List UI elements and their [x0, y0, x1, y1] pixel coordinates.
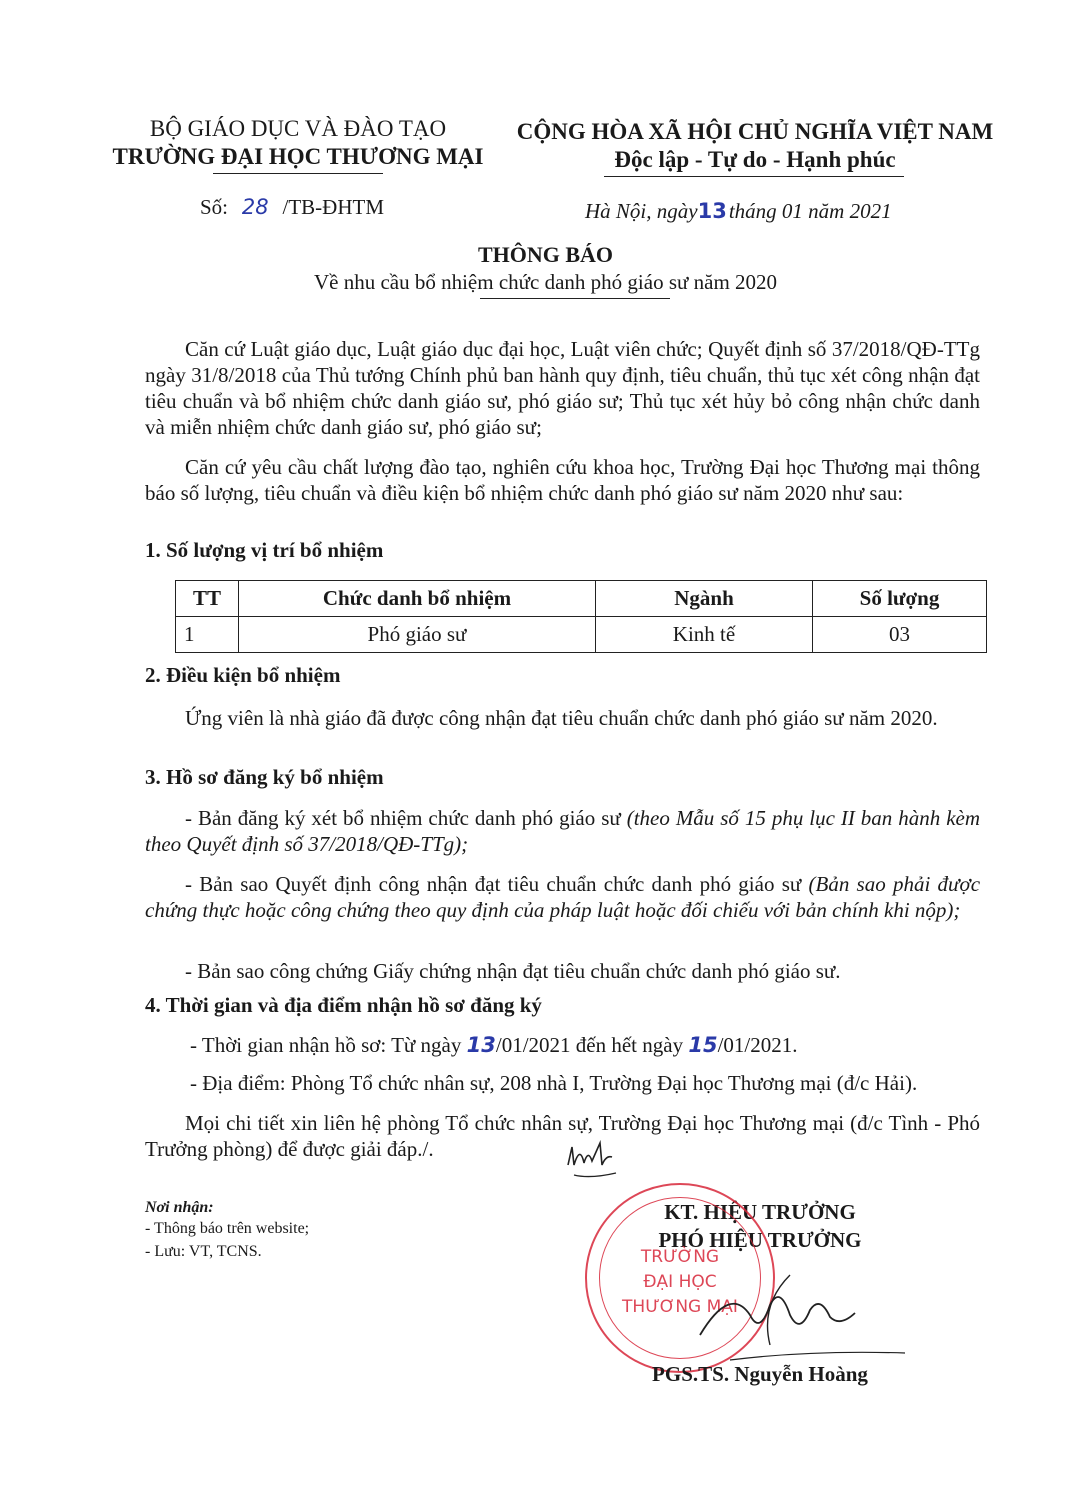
number-handwritten: 28 — [241, 195, 269, 219]
table-cell: 03 — [813, 617, 987, 653]
section-4-place: - Địa điểm: Phòng Tổ chức nhân sự, 208 nhà I, Trường Đại học Thương mại (đ/c Hải). — [190, 1071, 918, 1095]
section-2-heading: 2. Điều kiện bổ nhiệm — [145, 663, 341, 687]
motto: Độc lập - Tự do - Hạnh phúc — [614, 147, 896, 172]
table-header-cell: TT — [176, 581, 239, 617]
time-text-a: - Thời gian nhận hồ sơ: Từ ngày — [190, 1033, 462, 1057]
table-header-cell: Chức danh bổ nhiệm — [239, 581, 596, 617]
closing-paragraph: Mọi chi tiết xin liên hệ phòng Tổ chức nhân sự, Trường Đại học Thương mại (đ/c Tình - Phó Trưởng phòng) để được giải đáp./. — [145, 1111, 980, 1161]
time-end-day-handwritten: 15 — [688, 1033, 718, 1057]
document-subtitle: Về nhu cầu bổ nhiệm chức danh phó giáo sư năm 2020 — [313, 270, 778, 294]
school-underline — [213, 173, 383, 174]
item-2-note: (Bản sao phải được chứng thực hoặc công chứng theo quy định của pháp luật hoặc đối chiếu với bản chính khi nộp); — [145, 872, 981, 922]
signature-title-2: PHÓ HIỆU TRƯỞNG — [658, 1228, 862, 1252]
stamp-line-1: TRƯỜNG — [640, 1247, 720, 1267]
document-title: THÔNG BÁO — [477, 242, 614, 267]
table-header-row — [176, 581, 987, 617]
date-suffix: tháng 01 năm 2021 — [728, 199, 892, 223]
time-start-day-handwritten: 13 — [466, 1033, 496, 1057]
signer-name: PGS.TS. Nguyễn Hoàng — [652, 1362, 868, 1386]
table-header-cell: Ngành — [596, 581, 813, 617]
stamp-line-2: ĐẠI HỌC — [643, 1272, 717, 1292]
section-3-item-1 — [145, 805, 980, 857]
section-4-heading: 4. Thời gian và địa điểm nhận hồ sơ đăng ký — [145, 993, 542, 1017]
document-date — [585, 199, 892, 224]
positions-table — [175, 580, 987, 653]
section-3-item-3: - Bản sao công chứng Giấy chứng nhận đạt tiêu chuẩn chức danh phó giáo sư. — [185, 959, 841, 983]
motto-underline — [604, 176, 904, 177]
signature-title-1: KT. HIỆU TRƯỞNG — [664, 1200, 856, 1224]
preamble-paragraph-2: Căn cứ yêu cầu chất lượng đào tạo, nghiên cứu khoa học, Trường Đại học Thương mại thông báo số lượng, tiêu chuẩn và điều kiện bổ nhiệm chức danh phó giáo sư năm 2020 như sau: — [145, 455, 980, 505]
section-2-text: Ứng viên là nhà giáo đã được công nhận đạt tiêu chuẩn chức danh phó giáo sư năm 2020. — [185, 706, 938, 730]
item-1-note: (theo Mẫu số 15 phụ lục II ban hành kèm theo Quyết định số 37/2018/QĐ-TTg); — [145, 806, 981, 856]
section-3-item-2 — [145, 871, 980, 923]
date-day-handwritten: 13 — [697, 199, 727, 223]
number-prefix: Số: — [200, 195, 229, 219]
ministry-name: BỘ GIÁO DỤC VÀ ĐÀO TẠO — [149, 116, 447, 141]
item-1-text: - Bản đăng ký xét bổ nhiệm chức danh phó giáo sư — [185, 806, 621, 830]
time-text-c: /01/2021. — [717, 1033, 798, 1057]
section-3-heading: 3. Hồ sơ đăng ký bổ nhiệm — [145, 765, 384, 789]
section-1-heading: 1. Số lượng vị trí bổ nhiệm — [145, 538, 384, 562]
section-4-time — [190, 1032, 980, 1058]
country-name: CỘNG HÒA XÃ HỘI CHỦ NGHĨA VIỆT NAM — [516, 119, 994, 144]
initials-scribble — [560, 1135, 630, 1185]
preamble-paragraph-1: Căn cứ Luật giáo dục, Luật giáo dục đại học, Luật viên chức; Quyết định số 37/2018/QĐ-TTg ngày 31/8/2018 của Thủ tướng Chính phủ ban hành quy định, tiêu chuẩn, thủ tục xét công nhận đạt tiêu chuẩn và bổ nhiệm chức danh giáo sư, phó giáo sư; Thủ tục xét hủy bỏ công nhận chức danh và miễn nhiệm chức danh giáo sư, phó giáo sư; — [145, 337, 980, 439]
number-suffix: /TB-ĐHTM — [282, 195, 385, 219]
document-number — [200, 195, 384, 220]
table-cell: 1 — [176, 617, 239, 653]
recipient-item: - Thông báo trên website; — [145, 1220, 310, 1237]
stamp-line-3: THƯƠNG MẠI — [622, 1297, 738, 1317]
subtitle-underline — [480, 298, 670, 299]
table-cell: Kinh tế — [596, 617, 813, 653]
item-2-text: - Bản sao Quyết định công nhận đạt tiêu chuẩn chức danh phó giáo sư — [185, 872, 802, 896]
recipients-label: Nơi nhận: — [145, 1199, 214, 1216]
recipient-item: - Lưu: VT, TCNS. — [145, 1243, 262, 1260]
date-prefix: Hà Nội, ngày — [585, 199, 698, 223]
table-header-cell: Số lượng — [813, 581, 987, 617]
time-text-b: /01/2021 đến hết ngày — [495, 1033, 684, 1057]
table-row — [176, 617, 987, 653]
table-cell: Phó giáo sư — [239, 617, 596, 653]
signature-scribble — [690, 1265, 910, 1365]
school-name: TRƯỜNG ĐẠI HỌC THƯƠNG MẠI — [112, 144, 484, 169]
